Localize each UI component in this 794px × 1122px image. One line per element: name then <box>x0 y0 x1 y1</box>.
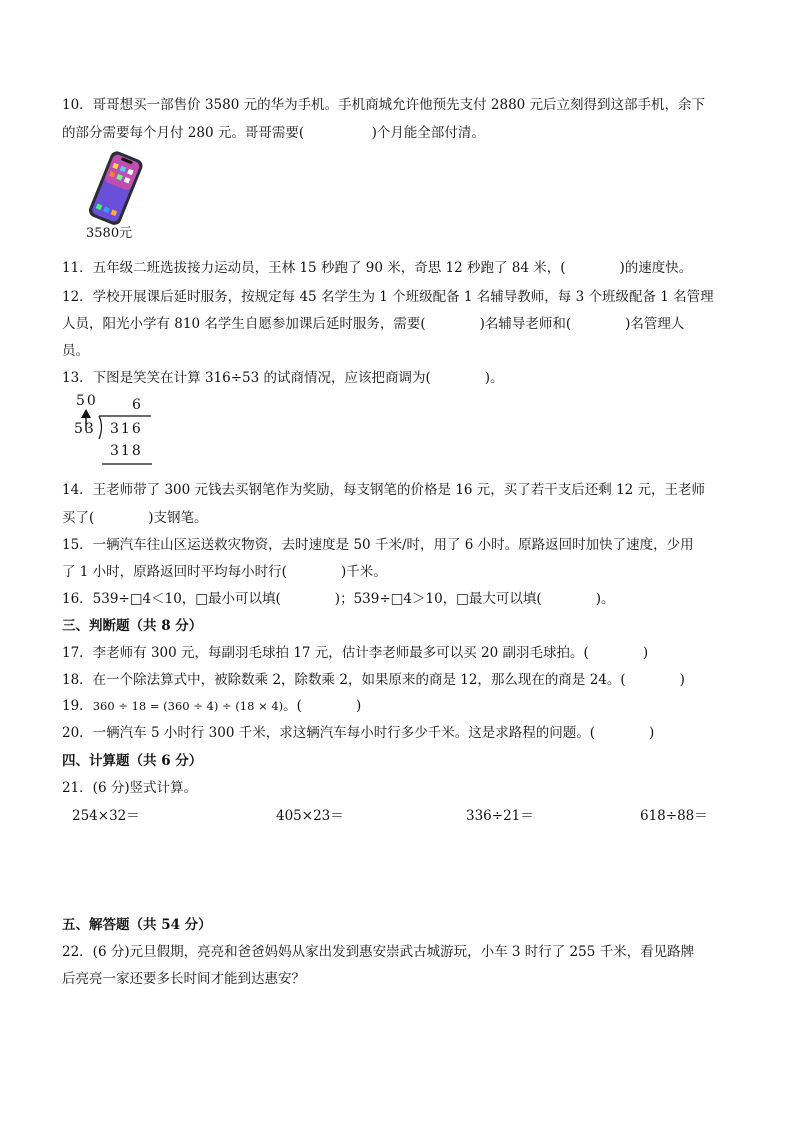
q10-line2: 的部分需要每个月付 280 元。哥哥需要( )个月能全部付清。 <box>62 125 485 141</box>
q16-line1: 16．539÷□4＜10，□最小可以填( )；539÷□4＞10，□最大可以填( )。 <box>62 591 615 607</box>
phone-price-caption: 3580元 <box>86 226 133 241</box>
q15-line1: 15．一辆汽车往山区运送救灾物资，去时速度是 50 千米/时，用了 6 小时。原路返回时加快了速度，少用 <box>62 537 694 553</box>
product-number: 318 <box>110 443 143 459</box>
q22-line2: 后亮亮一家还要多长时间才能到达惠安？ <box>62 971 305 987</box>
division-underline <box>102 463 152 466</box>
calc-item-2: 405×23＝ <box>276 808 344 824</box>
q13-line1: 13．下图是笑笑在计算 316÷53 的试商情况，应该把商调为( )。 <box>62 370 504 386</box>
q14-line2: 买了( )支钢笔。 <box>62 510 208 526</box>
long-division-figure <box>74 393 164 467</box>
phone-image <box>78 151 152 229</box>
q21-line1: 21．(6 分)竖式计算。 <box>62 780 198 796</box>
section-3-title: 三、判断题（共 8 分） <box>62 618 203 634</box>
section-4-title: 四、计算题（共 6 分） <box>62 753 203 769</box>
q19-line <box>62 696 361 716</box>
q12-line3: 员。 <box>62 343 89 359</box>
divisor-number: 53 <box>74 421 96 437</box>
dividend-number: 316 <box>110 421 143 437</box>
q19-formula: 360 ÷ 18 = (360 ÷ 4) ÷ (18 × 4) <box>92 699 284 713</box>
q11-line1: 11．五年级二班选拔接力运动员，王林 15 秒跑了 90 米，奇思 12 秒跑了 84 米，( )的速度快。 <box>62 260 693 276</box>
q14-line1: 14．王老师带了 300 元钱去买钢笔作为奖励，每支钢笔的价格是 16 元，买了若干支后还剩 12 元，王老师 <box>62 482 706 498</box>
q18-line1: 18．在一个除法算式中，被除数乘 2，除数乘 2，如果原来的商是 12，那么现在的商是 24。( ) <box>62 672 685 688</box>
calc-item-1: 254×32＝ <box>72 808 140 824</box>
q15-line2: 了 1 小时，原路返回时平均每小时行( )千米。 <box>62 564 387 580</box>
q19-number: 19． <box>62 698 93 714</box>
q12-line1: 12．学校开展课后延时服务，按规定每 45 名学生为 1 个班级配备 1 名辅导教师，每 3 个班级配备 1 名管理 <box>62 289 714 305</box>
q20-line1: 20．一辆汽车 5 小时行 300 千米，求这辆汽车每小时行多少千米。这是求路程的问题。( ) <box>62 725 655 741</box>
q19-answer-blank: 。( ) <box>283 698 362 714</box>
q17-line1: 17．李老师有 300 元，每副羽毛球拍 17 元，估计李老师最多可以买 20 副羽毛球拍。( ) <box>62 645 649 661</box>
calc-item-4: 618÷88＝ <box>640 808 708 824</box>
calc-item-3: 336÷21＝ <box>466 808 534 824</box>
q12-line2: 人员，阳光小学有 810 名学生自愿参加课后延时服务，需要( )名辅导老师和( )名管理人 <box>62 316 685 332</box>
q10-line1: 10．哥哥想买一部售价 3580 元的华为手机。手机商城允许他预先支付 2880 元后立刻得到这部手机，余下 <box>62 97 706 113</box>
section-5-title: 五、解答题（共 54 分） <box>62 917 212 933</box>
quotient-digit: 6 <box>132 397 141 413</box>
estimate-number: 50 <box>76 393 98 409</box>
q22-line1: 22．(6 分)元旦假期，亮亮和爸爸妈妈从家出发到惠安崇武古城游玩，小车 3 时行了 255 千米，看见路牌 <box>62 944 695 960</box>
